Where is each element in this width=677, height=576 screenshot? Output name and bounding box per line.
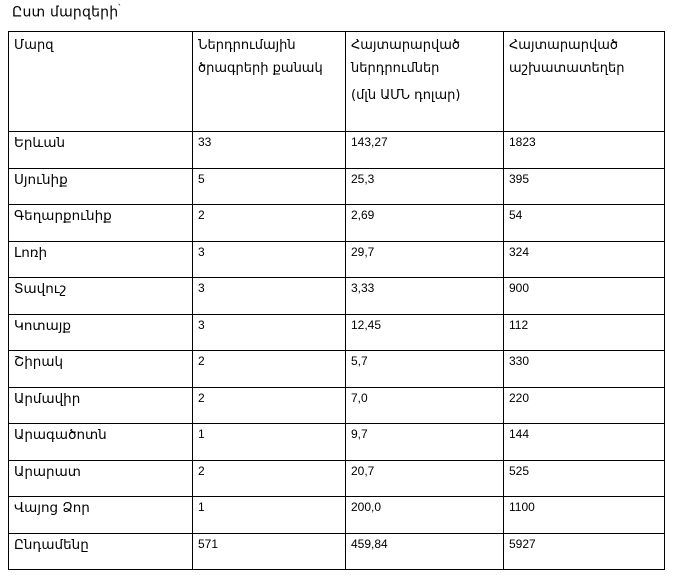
header-investments-label: Հայտարարված ներդրումներ xyxy=(351,38,460,76)
cell-jobs: 330 xyxy=(504,351,665,388)
cell-projects: 2 xyxy=(193,205,346,242)
cell-investments: 3,33 xyxy=(346,278,504,315)
cell-investments: 12,45 xyxy=(346,314,504,351)
table-caption xyxy=(12,4,121,21)
cell-projects: 3 xyxy=(193,241,346,278)
cell-investments: 25,3 xyxy=(346,168,504,205)
header-jobs: Հայտարարված աշխատատեղեր xyxy=(504,32,665,132)
caption-footnote-mark: ՝ xyxy=(118,4,121,14)
header-projects: Ներդրումային ծրագրերի քանակ xyxy=(193,32,346,132)
cell-jobs: 1823 xyxy=(504,132,665,169)
cell-jobs: 5927 xyxy=(504,533,665,570)
table-row xyxy=(9,132,665,169)
header-investments-unit: (մլն ԱՄՆ դոլար) xyxy=(351,88,461,103)
cell-investments: 7,0 xyxy=(346,387,504,424)
cell-projects: 2 xyxy=(193,387,346,424)
cell-projects: 2 xyxy=(193,460,346,497)
cell-investments: 29,7 xyxy=(346,241,504,278)
cell-region: Գեղարքունիք xyxy=(9,205,193,242)
cell-projects: 571 xyxy=(193,533,346,570)
table-body xyxy=(9,132,665,570)
table-row xyxy=(9,314,665,351)
cell-investments: 9,7 xyxy=(346,424,504,461)
cell-jobs: 900 xyxy=(504,278,665,315)
cell-jobs: 324 xyxy=(504,241,665,278)
cell-jobs: 1100 xyxy=(504,497,665,534)
cell-projects: 5 xyxy=(193,168,346,205)
regions-investment-table xyxy=(8,31,665,570)
cell-projects: 2 xyxy=(193,351,346,388)
table-row xyxy=(9,278,665,315)
table-row xyxy=(9,205,665,242)
cell-region: Արագածոտն xyxy=(9,424,193,461)
cell-region: Արմավիր xyxy=(9,387,193,424)
cell-jobs: 144 xyxy=(504,424,665,461)
cell-region: Տավուշ xyxy=(9,278,193,315)
cell-region: Շիրակ xyxy=(9,351,193,388)
cell-investments: 459,84 xyxy=(346,533,504,570)
table-row xyxy=(9,168,665,205)
table-row xyxy=(9,424,665,461)
cell-region: Սյունիք xyxy=(9,168,193,205)
cell-projects: 3 xyxy=(193,278,346,315)
table-row xyxy=(9,460,665,497)
cell-region: Վայոց Ձոր xyxy=(9,497,193,534)
cell-projects: 1 xyxy=(193,424,346,461)
header-region: Մարզ xyxy=(9,32,193,132)
cell-jobs: 395 xyxy=(504,168,665,205)
table-header-row xyxy=(9,32,665,132)
cell-region: Ընդամենը xyxy=(9,533,193,570)
cell-projects: 33 xyxy=(193,132,346,169)
cell-region: Երևան xyxy=(9,132,193,169)
table-row xyxy=(9,497,665,534)
caption-text: Ըստ մարզերի xyxy=(12,4,119,21)
cell-jobs: 220 xyxy=(504,387,665,424)
cell-jobs: 54 xyxy=(504,205,665,242)
table-row xyxy=(9,351,665,388)
table-row xyxy=(9,241,665,278)
cell-jobs: 525 xyxy=(504,460,665,497)
cell-investments: 200,0 xyxy=(346,497,504,534)
cell-investments: 20,7 xyxy=(346,460,504,497)
header-investments xyxy=(346,32,504,132)
table-row-total xyxy=(9,533,665,570)
cell-investments: 5,7 xyxy=(346,351,504,388)
cell-region: Լոռի xyxy=(9,241,193,278)
table-row xyxy=(9,387,665,424)
cell-region: Արարատ xyxy=(9,460,193,497)
cell-jobs: 112 xyxy=(504,314,665,351)
cell-projects: 1 xyxy=(193,497,346,534)
cell-investments: 2,69 xyxy=(346,205,504,242)
cell-investments: 143,27 xyxy=(346,132,504,169)
cell-region: Կոտայք xyxy=(9,314,193,351)
cell-projects: 3 xyxy=(193,314,346,351)
